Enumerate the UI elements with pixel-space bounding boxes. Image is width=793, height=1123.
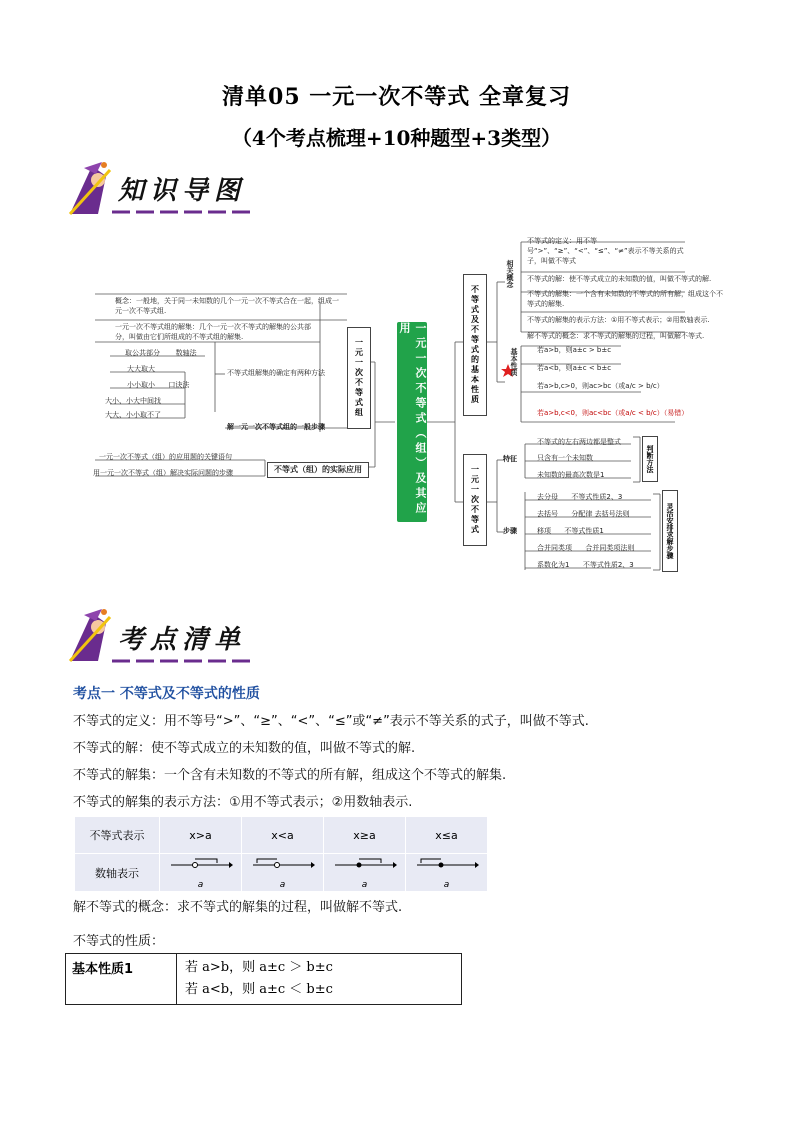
left-item: 不等式组解集的确定有两种方法 xyxy=(227,369,325,377)
feature-label: 特征 xyxy=(503,455,517,463)
paragraph-solution: 不等式的解：使不等式成立的未知数的值，叫做不等式的解. xyxy=(73,741,416,756)
mind-map-box-linear-inequality: 一元一次不等式 xyxy=(463,454,487,546)
number-line-lt xyxy=(242,854,324,892)
knowledge-map-title: 知识导图 xyxy=(118,176,247,206)
mind-map-box-inequality-properties: 不等式及不等式的基本性质 xyxy=(463,274,487,416)
paragraph-definition: 不等式的定义：用不等号“>”、“≥”、“<”、“≤”或“≠”表示不等关系的式子，叫做不等式. xyxy=(73,714,589,729)
axis-label: a xyxy=(443,880,450,890)
left-item: 解一元一次不等式组的一般步骤 xyxy=(227,423,325,431)
property-head: 基本性质1 xyxy=(66,954,177,1005)
checklist-title: 考点清单 xyxy=(118,625,247,655)
mind-map xyxy=(85,232,723,572)
related-item: 不等式的解集的表示方法：①用不等式表示；②用数轴表示. xyxy=(527,316,710,324)
table-cell: x<a xyxy=(242,817,324,854)
left-pair: 大小、小大中间找 xyxy=(105,397,161,405)
related-item: 不等式的定义：用不等号“>”、“≥”、“<”、“≤”、“≠”表示不等关系的式子，叫做不等式 xyxy=(527,237,684,265)
table-row-head: 不等式表示 xyxy=(75,817,160,854)
step-item: 去分母 不等式性质2、3 xyxy=(537,493,623,501)
representation-table xyxy=(74,816,488,892)
step-item: 去括号 分配律 去括号法则 xyxy=(537,510,630,518)
number-line-ge xyxy=(324,854,406,892)
step-item: 合并同类项 合并同类项法则 xyxy=(537,544,635,552)
left-pair: 大大取大 xyxy=(127,365,155,373)
related-label: 相关概念 xyxy=(506,260,514,288)
application-item: 一元一次不等式（组）的应用题的关键语句 xyxy=(99,453,232,461)
feature-item: 只含有一个未知数 xyxy=(537,454,593,462)
left-pair: 取公共部分 数轴法 xyxy=(125,349,197,357)
mind-map-center: 一元一次不等式（组）及其应用 xyxy=(397,322,427,522)
related-item: 解不等式的概念：求不等式的解集的过程，叫做解不等式. xyxy=(527,332,705,340)
paragraph-properties: 不等式的性质： xyxy=(73,934,165,949)
property-table xyxy=(65,953,462,1005)
feature-item: 不等式的左右两边都是整式 xyxy=(537,438,621,446)
paragraph-solution-set: 不等式的解集：一个含有未知数的不等式的所有解，组成这个不等式的解集. xyxy=(73,768,507,783)
table-cell: x≥a xyxy=(324,817,406,854)
basic-item: 若a>b,c<0，则ac<bc（或a/c < b/c）（易错） xyxy=(537,409,689,417)
feature-side-box: 判断方法 xyxy=(642,436,658,482)
basic-item: 若a>b，则a±c > b±c xyxy=(537,346,612,354)
mind-map-box-inequality-system: 一元一次不等式组 xyxy=(347,327,371,429)
application-box: 不等式（组）的实际应用 xyxy=(267,462,369,478)
checklist-banner xyxy=(62,605,262,665)
basic-label: 基本性质 xyxy=(510,348,518,376)
left-item: 概念：一般地，关于同一未知数的几个一元一次不等式合在一起，组成一元一次不等式组. xyxy=(115,297,339,315)
property-line: 若 a<b，则 a±c ＜ b±c xyxy=(185,982,333,997)
section-heading: 考点一 不等式及不等式的性质 xyxy=(73,686,260,702)
step-item: 系数化为1 不等式性质2、3 xyxy=(537,561,634,569)
basic-item: 若a>b,c>0，则ac>bc（或a/c > b/c） xyxy=(537,382,664,390)
steps-side-box: 灵活安排求解步骤 xyxy=(662,490,678,572)
related-item: 不等式的解集：一个含有未知数的不等式的所有解，组成这个不等式的解集. xyxy=(527,290,723,308)
left-pair: 小小取小 口诀法 xyxy=(127,381,190,389)
table-row-head: 数轴表示 xyxy=(75,854,160,892)
table-cell: x>a xyxy=(160,817,242,854)
axis-label: a xyxy=(279,880,286,890)
related-item: 不等式的解：使不等式成立的未知数的值，叫做不等式的解. xyxy=(527,275,712,283)
number-line-le xyxy=(406,854,488,892)
property-line: 若 a>b，则 a±c ＞ b±c xyxy=(185,960,333,975)
knowledge-map-banner xyxy=(62,160,262,218)
steps-label: 步骤 xyxy=(503,527,517,535)
property-content xyxy=(177,954,462,1005)
left-pair: 大大、小小取不了 xyxy=(105,411,161,419)
step-item: 移项 不等式性质1 xyxy=(537,527,604,535)
page-title: 清单05 一元一次不等式 全章复习 xyxy=(222,84,571,110)
feature-item: 未知数的最高次数是1 xyxy=(537,471,605,479)
axis-label: a xyxy=(361,880,368,890)
table-cell: x≤a xyxy=(406,817,488,854)
left-item: 一元一次不等式组的解集：几个一元一次不等式的解集的公共部分，叫做由它们所组成的不等式组的解集. xyxy=(115,323,311,341)
axis-label: a xyxy=(197,880,204,890)
application-item: 用一元一次不等式（组）解决实际问题的步骤 xyxy=(93,469,233,477)
number-line-gt xyxy=(160,854,242,892)
paragraph-solving: 解不等式的概念：求不等式的解集的过程，叫做解不等式. xyxy=(73,900,403,915)
basic-item: 若a<b，则a±c < b±c xyxy=(537,364,612,372)
page-subtitle: （4个考点梳理+10种题型+3类型） xyxy=(231,126,562,150)
paragraph-representation: 不等式的解集的表示方法：①用不等式表示；②用数轴表示. xyxy=(73,795,413,810)
